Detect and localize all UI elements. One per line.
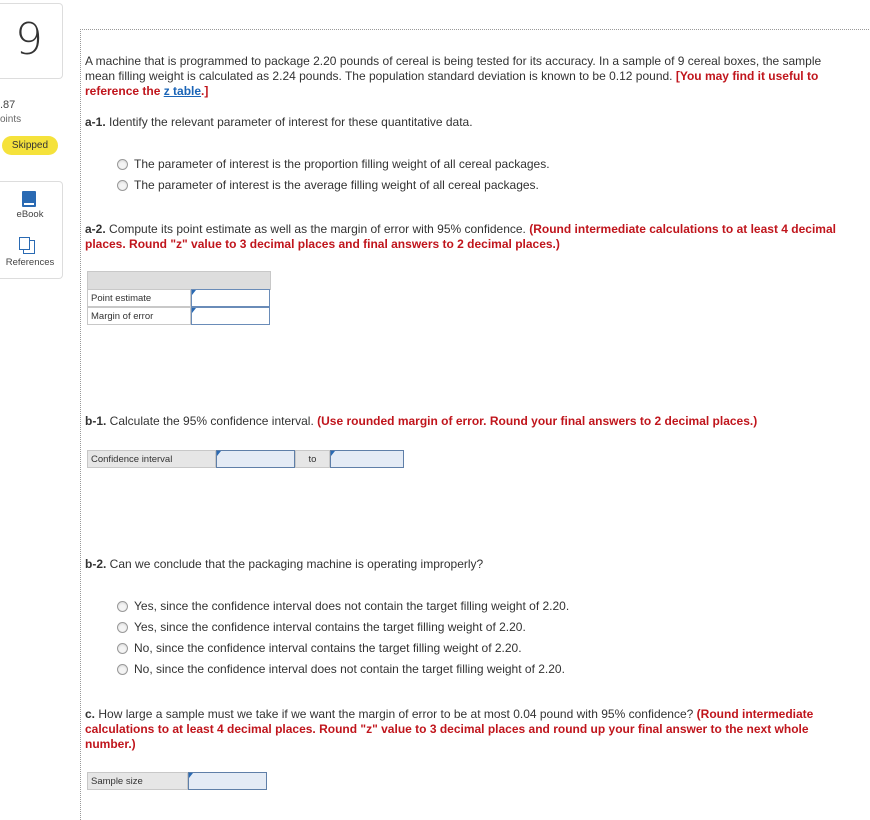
point-estimate-label: Point estimate	[87, 289, 191, 307]
a1-option-2[interactable]: The parameter of interest is the average filling weight of all cereal packages.	[117, 176, 539, 194]
confidence-interval-label: Confidence interval	[87, 450, 216, 468]
margin-of-error-input[interactable]	[191, 307, 270, 325]
b2-option-4[interactable]: No, since the confidence interval does not contain the target filling weight of 2.20.	[117, 660, 565, 678]
ci-to-label: to	[295, 450, 330, 468]
references-icon[interactable]	[23, 240, 35, 254]
ci-upper-input[interactable]	[330, 450, 404, 468]
points-label: oints	[0, 114, 22, 125]
a1-option-1[interactable]: The parameter of interest is the proportion filling weight of all cereal packages.	[117, 155, 550, 173]
ci-lower-input[interactable]	[216, 450, 295, 468]
part-c-prompt: c. How large a sample must we take if we want the margin of error to be at most 0.04 pound with 95% confidence? (Round intermediate calculations to at least 4 decimal places. Round "z" value to 3 decimal places and round up your final answer to the next whole number.)	[85, 707, 814, 751]
b2-option-2[interactable]: Yes, since the confidence interval contains the target filling weight of 2.20.	[117, 618, 526, 636]
part-b2-prompt: b-2. Can we conclude that the packaging machine is operating improperly?	[85, 557, 484, 571]
sample-size-input[interactable]	[188, 772, 267, 790]
point-estimate-input[interactable]	[191, 289, 270, 307]
radio-button[interactable]	[117, 601, 128, 612]
sample-size-label: Sample size	[87, 772, 188, 790]
radio-button[interactable]	[117, 159, 128, 170]
question-number: 9	[15, 14, 43, 65]
intro-text: A machine that is programmed to package 2.20 pounds of cereal is being tested for its accuracy. In a sample of 9 cereal boxes, the sample mean filling weight is calculated as 2.24 pounds. The population standard deviation is known to be 0.12 pound.	[85, 54, 822, 83]
question-intro	[85, 54, 845, 99]
z-table-link[interactable]: z table	[163, 84, 202, 98]
points-value: .87	[0, 99, 16, 111]
references-label[interactable]: References	[5, 257, 55, 268]
status-badge: Skipped	[2, 136, 58, 155]
part-b1-prompt: b-1. Calculate the 95% confidence interval. (Use rounded margin of error. Round your final answers to 2 decimal places.)	[85, 414, 758, 428]
radio-button[interactable]	[117, 664, 128, 675]
ebook-label[interactable]: eBook	[16, 209, 44, 220]
radio-button[interactable]	[117, 180, 128, 191]
intro-hint: [You may find it useful to reference the z table.]	[85, 69, 819, 98]
ebook-icon[interactable]	[22, 191, 36, 207]
part-a2-prompt: a-2. Compute its point estimate as well as the margin of error with 95% confidence. (Round intermediate calculations to at least 4 decimal places. Round "z" value to 3 decimal places and final answers to 2 decimal places.)	[85, 222, 836, 251]
radio-button[interactable]	[117, 643, 128, 654]
margin-of-error-label: Margin of error	[87, 307, 191, 325]
radio-button[interactable]	[117, 622, 128, 633]
a2-table-header	[87, 271, 271, 290]
b2-option-1[interactable]: Yes, since the confidence interval does not contain the target filling weight of 2.20.	[117, 597, 569, 615]
b2-option-3[interactable]: No, since the confidence interval contains the target filling weight of 2.20.	[117, 639, 522, 657]
part-a1-prompt: a-1. Identify the relevant parameter of interest for these quantitative data.	[85, 115, 473, 129]
